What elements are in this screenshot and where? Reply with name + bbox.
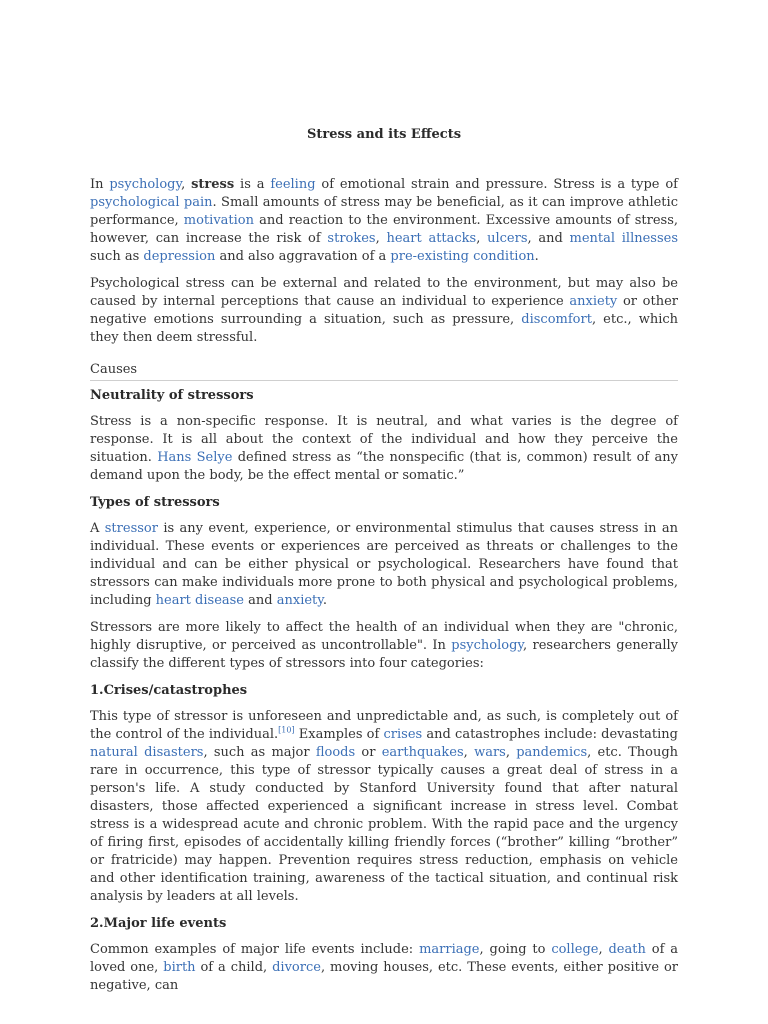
heading-major-life-events: 2.Major life events bbox=[90, 916, 227, 931]
psych-stress-paragraph: Psychological stress can be external and related to the environment, but may also be caused by internal perceptions that cause an individual to experience anxiety or other negative emotions surrounding a situation, such as pressure, discomfort, etc., which they then deem stressful. bbox=[90, 276, 679, 345]
major-life-events-paragraph: Common examples of major life events include: marriage, going to college, death of a loved one, birth of a child, divorce, moving houses, etc. These events, either positive or negative, can bbox=[90, 942, 679, 993]
heading-crises: 1.Crises/catastrophes bbox=[90, 683, 248, 698]
link-pandemics[interactable]: pandemics bbox=[516, 745, 588, 760]
link-college[interactable]: college bbox=[551, 942, 599, 957]
link-natural-disasters[interactable]: natural disasters bbox=[90, 745, 204, 760]
heading-neutrality: Neutrality of stressors bbox=[90, 388, 254, 403]
link-feeling[interactable]: feeling bbox=[270, 177, 316, 192]
section-heading-causes: Causes bbox=[90, 361, 678, 381]
link-hans-selye[interactable]: Hans Selye bbox=[157, 450, 233, 465]
link-crises[interactable]: crises bbox=[383, 727, 423, 742]
link-heart-disease[interactable]: heart disease bbox=[155, 593, 245, 608]
link-ulcers[interactable]: ulcers bbox=[487, 231, 528, 246]
link-marriage[interactable]: marriage bbox=[419, 942, 480, 957]
link-depression[interactable]: depression bbox=[143, 249, 216, 264]
types-paragraph: A stressor is any event, experience, or environmental stimulus that causes stress in an individual. These events or experiences are perceived as threats or challenges to the individual and can be either physical or psychological. Researchers have found that stressors can make individuals more prone to both physical and psychological problems, including heart disease and anxiety. bbox=[90, 521, 678, 608]
link-divorce[interactable]: divorce bbox=[272, 960, 321, 975]
link-birth[interactable]: birth bbox=[163, 960, 196, 975]
link-heart-attacks[interactable]: heart attacks bbox=[386, 231, 477, 246]
link-psychology-2[interactable]: psychology bbox=[451, 638, 524, 653]
link-stressor[interactable]: stressor bbox=[104, 521, 158, 536]
link-discomfort[interactable]: discomfort bbox=[521, 312, 592, 327]
link-motivation[interactable]: motivation bbox=[183, 213, 254, 228]
citation-10[interactable]: [10] bbox=[278, 725, 295, 735]
link-floods[interactable]: floods bbox=[315, 745, 356, 760]
link-strokes[interactable]: strokes bbox=[327, 231, 376, 246]
link-death[interactable]: death bbox=[608, 942, 646, 957]
link-mental-illnesses[interactable]: mental illnesses bbox=[569, 231, 679, 246]
link-psychological-pain[interactable]: psychological pain bbox=[90, 195, 213, 210]
bold-stress: stress bbox=[191, 177, 235, 192]
link-pre-existing-condition[interactable]: pre-existing condition bbox=[390, 249, 535, 264]
crises-paragraph: This type of stressor is unforeseen and unpredictable and, as such, is completely out of the control of the individual.[10] Examples of crises and catastrophes include: devastating natural disasters, such as major floods or earthquakes, wars, pandemics, etc. Though rare in occurrence, this type of stressor typically causes a great deal of stress in a person's life. A study conducted by Stanford University found that after natural disasters, those affected experienced a significant increase in stress level. Combat stress is a widespread acute and chronic problem. With the rapid pace and the urgency of firing first, episodes of accidentally killing friendly forces (“brother” killing “brother” or fratricide) may happen. Prevention requires stress reduction, emphasis on vehicle and other identification training, awareness of the tactical situation, and continual risk analysis by leaders at all levels. bbox=[90, 709, 679, 904]
intro-paragraph: In psychology, stress is a feeling of emotional strain and pressure. Stress is a type of psychological pain. Small amounts of stress may be beneficial, as it can improve athletic performance, motivation and reaction to the environment. Excessive amounts of stress, however, can increase the risk of strokes, heart attacks, ulcers, and mental illnesses such as depression and also aggravation of a pre-existing condition. bbox=[90, 177, 679, 264]
link-wars[interactable]: wars bbox=[474, 745, 506, 760]
document-page bbox=[90, 126, 678, 1004]
document-title: Stress and its Effects bbox=[306, 127, 462, 142]
link-anxiety-2[interactable]: anxiety bbox=[276, 593, 323, 608]
neutrality-paragraph: Stress is a non-specific response. It is neutral, and what varies is the degree of response. It is all about the context of the individual and how they perceive the situation. Hans Selye defined stress as “the nonspecific (that is, common) result of any demand upon the body, be the effect mental or somatic.” bbox=[90, 414, 678, 483]
link-anxiety[interactable]: anxiety bbox=[569, 294, 618, 309]
heading-types: Types of stressors bbox=[90, 495, 220, 510]
stressors-chronic-paragraph: Stressors are more likely to affect the health of an individual when they are "chronic, highly disruptive, or perceived as uncontrollable". In psychology, researchers generally classify the different types of stressors into four categories: bbox=[90, 620, 679, 671]
link-earthquakes[interactable]: earthquakes bbox=[381, 745, 464, 760]
link-psychology[interactable]: psychology bbox=[109, 177, 182, 192]
